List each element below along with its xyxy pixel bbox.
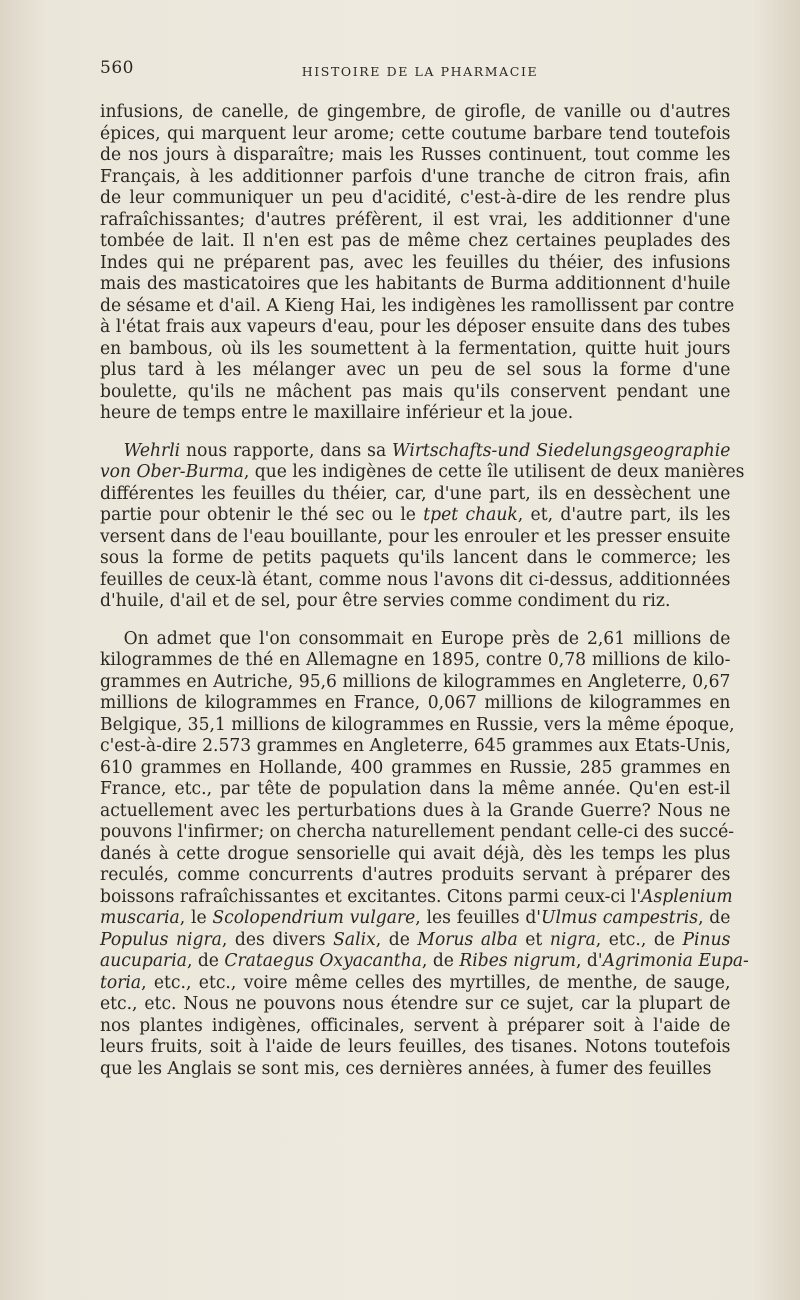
text-line: de leur communiquer un peu d'acidité, c'est-à-dire de les rendre plus [100,188,731,208]
text-line: reculés, comme concurrents d'autres produits servant à préparer des [100,865,731,885]
text-line: danés à cette drogue sensorielle qui avait déjà, dès les temps les plus [100,843,731,864]
text-line: rafraîchissantes; d'autres préfèrent, il est vrai, les additionner d'une [100,209,731,230]
text-line: infusions, de canelle, de gingembre, de girofle, de vanille ou d'autres [100,102,731,122]
text-line: etc., etc. Nous ne pouvons nous étendre sur ce sujet, car la plupart de [100,994,731,1014]
text-line: millions de kilogrammes en France, 0,067 millions de kilogrammes en [100,693,731,713]
text-line: à l'état frais aux vapeurs d'eau, pour les déposer ensuite dans des tubes [100,317,731,337]
text-line: d'huile, d'ail et de sel, pour être servies comme condiment du riz. [100,591,671,611]
text-line: On admet que l'on consommait en Europe près de 2,61 millions de [123,628,731,649]
paragraph [100,628,749,1081]
text-line: partie pour obtenir le thé sec ou le tpet chauk, et, d'autre part, ils les [100,505,731,525]
text-line: muscaria, le Scolopendrium vulgare, les feuilles d'Ulmus campestris, de [100,908,731,928]
text-line: de sésame et d'ail. A Kieng Hai, les indigènes les ramollissent par contre [100,295,735,316]
text-line: pouvons l'infirmer; on chercha naturellement pendant celle-ci des succé- [100,822,735,842]
paragraph [100,440,745,613]
text-line: heure de temps entre le maxillaire inférieur et la joue. [100,403,574,423]
text-line: tombée de lait. Il n'en est pas de même chez certaines peuplades des [100,231,731,251]
text-line: leurs fruits, soit à l'aide de leurs feuilles, des tisanes. Notons toutefois [100,1037,731,1057]
text-line: feuilles de ceux-là étant, comme nous l'avons dit ci-dessus, additionnées [100,569,731,590]
text-line: von Ober-Burma, que les indigènes de cette île utilisent de deux manières [100,462,745,482]
text-line: différentes les feuilles du théier, car, d'une part, ils en dessèchent une [100,483,731,504]
text-line: Populus nigra, des divers Salix, de Morus alba et nigra, etc., de Pinus [100,929,731,950]
text-line: 610 grammes en Hollande, 400 grammes en Russie, 285 grammes en [100,757,731,778]
text-line: sous la forme de petits paquets qu'ils lancent dans le commerce; les [100,548,731,568]
text-line: de nos jours à disparaître; mais les Russes continuent, tout comme les [100,145,731,165]
text-line: Français, à les additionner parfois d'une tranche de citron frais, afin [100,166,731,187]
text-line: en bambous, où ils les soumettent à la fermentation, quitte huit jours [100,338,731,359]
text-line: toria, etc., etc., voire même celles des myrtilles, de menthe, de sauge, [100,972,731,993]
text-line: boissons rafraîchissantes et excitantes. Citons parmi ceux-ci l'Asplenium [100,886,733,907]
body-text [100,102,749,1080]
running-title: HISTOIRE DE LA PHARMACIE [301,64,539,79]
text-line: aucuparia, de Crataegus Oxyacantha, de Ribes nigrum, d'Agrimonia Eupa- [100,951,749,971]
text-line: plus tard à les mélanger avec un peu de sel sous la forme d'une [100,360,731,380]
text-line: boulette, qu'ils ne mâchent pas mais qu'ils conservent pendant une [100,381,731,402]
text-line: que les Anglais se sont mis, ces dernières années, à fumer des feuilles [100,1058,712,1079]
text-line: c'est-à-dire 2.573 grammes en Angleterre, 645 grammes aux Etats-Unis, [100,736,731,756]
text-line: mais des masticatoires que les habitants de Burma additionnent d'huile [100,274,731,294]
text-line: nos plantes indigènes, officinales, servent à préparer soit à l'aide de [100,1015,731,1036]
running-head [100,58,740,82]
text-line: versent dans de l'eau bouillante, pour les enrouler et les presser ensuite [100,526,731,547]
text-line: actuellement avec les perturbations dues à la Grande Guerre? Nous ne [100,800,731,821]
text-line: Indes qui ne préparent pas, avec les feuilles du théier, des infusions [100,252,731,273]
text-line: kilogrammes de thé en Allemagne en 1895, contre 0,78 millions de kilo- [100,650,731,670]
text-line: Wehrli nous rapporte, dans sa Wirtschafts-und Siedelungsgeographie [123,440,731,461]
text-line: France, etc., par tête de population dans la même année. Qu'en est-il [100,779,731,799]
paragraph [100,102,740,425]
page-number: 560 [100,58,134,78]
text-line: épices, qui marquent leur arome; cette coutume barbare tend toutefois [100,123,731,144]
text-line: Belgique, 35,1 millions de kilogrammes en Russie, vers la même époque, [100,714,735,735]
text-line: grammes en Autriche, 95,6 millions de kilogrammes en Angleterre, 0,67 [100,671,731,692]
